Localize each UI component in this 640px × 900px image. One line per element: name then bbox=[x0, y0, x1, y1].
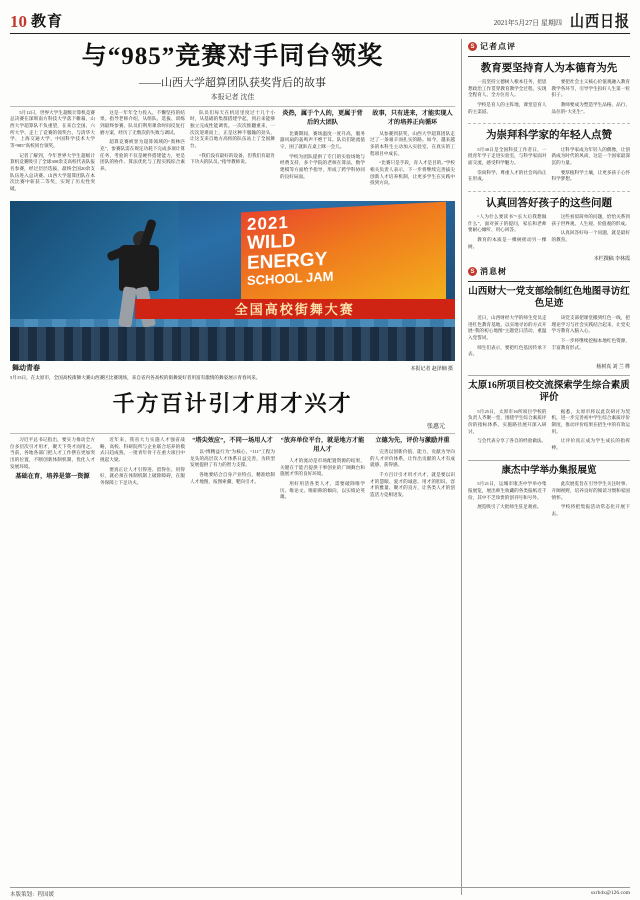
item-title: 山西财大一党支部绘制红色地图寻访红色足迹 bbox=[468, 287, 630, 310]
item-credit: 杨树真 刘 兰 桦 bbox=[596, 364, 630, 370]
article-column bbox=[370, 110, 455, 196]
paragraph: 据悉，太原市将以此次研讨为契机，进一步完善初中学生综合素质评价制度，推动评价结果在招生中的有效运用。 bbox=[551, 408, 630, 434]
paragraph: 以“博精益行为”为核心，“111”工程为龙头的高层次人才体系日益完善，为转型发展提供了有力的智力支撑。 bbox=[190, 449, 275, 468]
paragraph: 让评价真正成为学生成长的指挥棒。 bbox=[551, 438, 630, 450]
paragraph: 记者了解到，今年世界大学生超级计算机竞赛吸引了全球300余支高校代表队报名参赛，经过层层选拔，最终全国20余支队伍进入总决赛。山西大学超算团队在本次比赛中斩获二等奖，实现了历史性突破。 bbox=[10, 152, 95, 191]
paragraph: 人才的流动是市场配置资源的结果，关键在于能否提供干事创业的广阔舞台和施展才华的良好环境。 bbox=[280, 458, 365, 477]
lead-byline: 本报记者 沈佳 bbox=[210, 92, 255, 101]
paragraph: 下一步将继续挖掘本地红色资源，丰富教育形式。 bbox=[551, 337, 630, 350]
lead-article-columns bbox=[10, 110, 455, 196]
flag-label: 记者点评 bbox=[480, 42, 516, 51]
section-name: 教育 bbox=[31, 14, 64, 30]
paragraph: “比赛只是手段，育人才是目的。”学校相关负责人表示，下一步将继续完善拔尖创新人才培养机制，让更多学生在实践中找到方向。 bbox=[370, 160, 455, 186]
subheading: 基础在育，培养是第一资源 bbox=[15, 473, 90, 481]
divider bbox=[10, 433, 455, 434]
article-column bbox=[10, 110, 95, 196]
photo-caption: 舞动青春 bbox=[12, 363, 40, 372]
paragraph: 用好用活各类人才，需要破除唯学历、唯论文、唯职称的倾向，以实绩论英雄。 bbox=[280, 480, 365, 500]
article-column bbox=[10, 437, 95, 504]
item-columns bbox=[468, 214, 630, 253]
paragraph: 让科学家成为年轻人的偶像，让创新成为时代的风尚，这是一个国家最深沉的力量。 bbox=[551, 146, 630, 165]
subheading: 炎热，属于个人的，更属于背后的大团队 bbox=[282, 109, 363, 126]
paragraph: 这些看似简单的问题，恰恰关系到孩子世界观、人生观、价值观的形成。 bbox=[551, 213, 630, 226]
right-column bbox=[462, 39, 630, 895]
right-item bbox=[468, 287, 630, 370]
masthead bbox=[10, 8, 630, 34]
item-column bbox=[552, 79, 631, 118]
paragraph: 5月30日是全国科技工作者日，一批青年学子走进实验室，与科学家面对面交流，感受科学魅力。 bbox=[468, 146, 547, 165]
item-title: 教育要坚持育人为本德育为先 bbox=[480, 63, 618, 74]
paragraph: 近年来，我省大力实施人才强省战略，高校、科研院所与企业联合培养的模式日趋成熟，一批青年骨干在重大项目中挑起大梁。 bbox=[100, 437, 185, 463]
flag-label: 消息树 bbox=[480, 267, 507, 277]
paragraph: 学校为团队提供了专门的实验场地与经费支持，多个学院的老师在算法、数学建模等方面给予指导，形成了跨学科协同的良好局面。 bbox=[280, 153, 365, 179]
paragraph: 5月21日，运城市康杰中学举办集报展览，展出师生收藏的各类报纸近千份，其中不乏珍贵的创刊号和号外。 bbox=[468, 481, 547, 500]
divider bbox=[468, 375, 630, 376]
paragraph: 崇尚科学、尊重人才的社会风尚正在形成。 bbox=[468, 169, 547, 182]
column-flag-commentary bbox=[468, 41, 630, 52]
right-item bbox=[468, 466, 630, 521]
item-columns bbox=[468, 481, 630, 520]
item-column bbox=[468, 79, 547, 118]
photo-caption-row bbox=[10, 363, 455, 375]
subheading: 立德为先，评价与激励并重 bbox=[375, 437, 450, 445]
item-column bbox=[552, 214, 631, 253]
paragraph: 师生们表示，要把红色基因传承下去。 bbox=[468, 344, 547, 357]
article-column bbox=[280, 110, 365, 196]
event-banner bbox=[241, 202, 446, 312]
item-columns bbox=[468, 315, 630, 361]
paragraph: 一直坚持立德树人根本任务，把思想政治工作贯穿教育教学全过程，实现全程育人、全方位育人。 bbox=[468, 79, 547, 98]
item-columns bbox=[468, 79, 630, 118]
right-item bbox=[468, 129, 630, 185]
banner-line-2: WILD bbox=[247, 230, 296, 254]
stage-red-banner: 全国高校街舞大赛 bbox=[135, 299, 455, 319]
article-column bbox=[100, 437, 185, 504]
paragraph: 5月12日，世界大学生超级计算机竞赛总决赛在深圳南方科技大学落下帷幕，山西大学超算队不负重望，在来自全国、六所大学、走上了竞赛的领奖台，与清华大学、上海交通大学、中国科学技术大学等“985”高校同台领奖。 bbox=[10, 109, 95, 149]
paper-logo: 山西日报 bbox=[570, 13, 630, 32]
item-column bbox=[552, 315, 631, 361]
divider bbox=[468, 123, 630, 124]
paragraph: 各地要结合自身产业特点，精准绘制人才地图，按图索骥，靶向引才。 bbox=[190, 472, 275, 484]
item-credit: 本栏撰稿 李林霞 bbox=[593, 257, 630, 263]
paragraph: 要真正让人才引得进、留得住、用得好，就必须在体制机制上破除障碍，在服务保障上下足功夫。 bbox=[100, 466, 185, 485]
item-title: 康杰中学举办集报展览 bbox=[501, 465, 597, 476]
item-column bbox=[552, 481, 631, 520]
lead-subheadline: ——山西大学超算团队获奖背后的故事 bbox=[139, 76, 326, 89]
divider bbox=[468, 460, 630, 461]
divider bbox=[10, 106, 455, 107]
item-title: 为崇拜科学家的年轻人点赞 bbox=[486, 130, 612, 142]
article-column bbox=[190, 437, 275, 504]
paragraph: 5月25日，太原市16所项目学校的负责人齐聚一堂，围绕学生综合素质评价的指标体系、实施路径展开深入研讨。 bbox=[468, 408, 547, 434]
paragraph: 从参赛到获奖，山西大学超算团队走过了一条艰辛而扎实的路。如今，越来越多的本科生主动加入实验室，在真实的工程项目中成长。 bbox=[370, 130, 455, 156]
flag-badge-icon: S bbox=[468, 42, 477, 51]
item-column bbox=[552, 147, 631, 186]
footer-planner: 本版策划：程国媛 bbox=[10, 892, 55, 898]
page-number: 10 bbox=[10, 12, 27, 31]
paragraph: 教师要成为塑造学生品格、品行、品位的“大先生”。 bbox=[551, 102, 630, 114]
second-byline: 张惠元 bbox=[426, 424, 445, 431]
article-column bbox=[280, 437, 365, 504]
paragraph: 教育的本质是一棵树摇动另一棵树。 bbox=[468, 236, 547, 249]
article-column bbox=[190, 110, 275, 196]
publication-date: 2021年5月27日 星期四 bbox=[493, 19, 562, 27]
photo-note: 5月15日，在太原市，全国高校街舞大赛山西赛区比赛现场，来自省内各高校的街舞爱好者用富有激情的舞姿展示青春风采。 bbox=[10, 374, 261, 380]
paragraph: 学校将把集报活动常态化开展下去。 bbox=[551, 504, 630, 517]
banner-line-3: ENERGY bbox=[247, 248, 328, 274]
dancer-leg-left bbox=[118, 286, 136, 327]
item-title: 太原16所项目校交流探索学生综合素质评价 bbox=[468, 380, 630, 403]
paragraph: 此次展览旨在引导学生关注时事、开阔视野，培养良好的阅读习惯和家国情怀。 bbox=[551, 481, 630, 500]
photo-credit: 本报记者 赵泽楠 摄 bbox=[410, 366, 453, 372]
second-article-columns bbox=[10, 437, 455, 504]
divider bbox=[468, 191, 630, 192]
paragraph: “我们没有最好的设备，但我们有最肯下功夫的队员。”指导教师说。 bbox=[190, 152, 275, 165]
right-item bbox=[468, 381, 630, 455]
page-body bbox=[10, 39, 630, 895]
item-column bbox=[468, 147, 547, 186]
right-item bbox=[468, 62, 630, 118]
left-column bbox=[10, 39, 462, 895]
paragraph: 完善以创新价值、能力、贡献为导向的人才评价体系，让作出贡献的人才有成就感、获得感。 bbox=[370, 449, 455, 468]
item-column bbox=[468, 409, 547, 455]
item-columns bbox=[468, 409, 630, 455]
article-column bbox=[370, 437, 455, 504]
item-title: 认真回答好孩子的这些问题 bbox=[486, 197, 612, 209]
flag-badge-icon: S bbox=[468, 267, 477, 276]
paragraph: 近日，山西财经大学的师生党员走进红色教育基地，以实地寻访的方式开展“我的初心地图”主题党日活动，重温入党誓词。 bbox=[468, 314, 547, 340]
footer-email: sxrb4x@126.com bbox=[590, 890, 630, 896]
item-column bbox=[468, 315, 547, 361]
paragraph: 这是一年年全力投入、不懈坚持的结果。指导老师介绍，从组队、选拔、训练到最终参赛，队员们利用课余时间反复打磨方案，经历了无数次的失败与调试。 bbox=[100, 109, 185, 135]
column-flag-news bbox=[468, 266, 630, 277]
paragraph: 比赛期间，赛场温度一度升高，服务器风扇的轰鸣声不绝于耳。队员们轮流值守，困了就趴在桌上眯一会儿。 bbox=[280, 130, 365, 150]
lead-headline: 与“985”竞赛对手同台领奖 bbox=[81, 43, 384, 70]
subheading: “塔尖效应”，不同一场用人才 bbox=[192, 437, 273, 445]
paragraph: 展览吸引了大批师生驻足观看。 bbox=[477, 504, 542, 510]
item-columns bbox=[468, 147, 630, 186]
paragraph: 学校是育人的主阵地，课堂是育人的主渠道。 bbox=[468, 102, 547, 114]
paragraph: “人为什么要读书”“长大后我想做什么”，面对孩子的提问，家长和老师要耐心倾听、用心回答。 bbox=[468, 213, 547, 233]
paragraph: 要把社会主义核心价值观融入教育教学各环节，引导学生扣好人生第一粒扣子。 bbox=[551, 79, 630, 98]
paragraph: 习近平总书记指出，要实力推动全方位多层次引才用才，聚天下英才而用之。当前，各地各部门把人才工作摆在更加突出的位置，不断创新体制机制，优化人才发展环境。 bbox=[10, 437, 95, 469]
paragraph: 超算竞赛被誉为超算领域的“奥林匹克”，参赛队需在规定功耗下完成多项计算任务，考验的不仅是硬件搭建能力，更是团队的协作、算法优化与工程实践综合素养。 bbox=[100, 139, 185, 171]
paragraph: 队员们每天在机房里度过十几个小时，从基础的集群搭建学起，到后来能够独立完成性能调优。一次次推翻重来，一次次迎难而上，正是这种不服输的劲头，让这支来自地方高校的队伍站上了全国舞台。 bbox=[190, 109, 275, 149]
second-headline: 千方百计引才用才兴才 bbox=[112, 391, 353, 417]
item-column bbox=[468, 481, 547, 520]
lead-photo bbox=[10, 201, 455, 361]
article-column bbox=[100, 110, 185, 196]
divider bbox=[468, 56, 630, 57]
paragraph: 要厚植科学土壤，让更多孩子心怀科学梦想。 bbox=[551, 169, 630, 182]
banner-line-1: 2021 bbox=[247, 212, 290, 235]
paragraph: 千方百计引才用才兴才，就是要以识才的慧眼、爱才的诚意、用才的胆识、容才的雅量、聚才的良方，让各类人才的创造活力竞相迸发。 bbox=[370, 472, 455, 497]
banner-line-4: SCHOOL JAM bbox=[247, 268, 334, 288]
subheading: 故事，只有进来，才能实现人才的培养正向循环 bbox=[372, 109, 453, 126]
subheading: “放弃单位平台，就是地方才能用人才 bbox=[280, 437, 365, 454]
divider bbox=[468, 281, 630, 282]
audience-row bbox=[10, 327, 455, 361]
paragraph: 与会代表分享了各自的经验做法。 bbox=[477, 438, 547, 444]
item-column bbox=[468, 214, 547, 253]
paragraph: 认真回答好每一个问题，就是最好的教育。 bbox=[551, 230, 630, 242]
item-column bbox=[552, 409, 631, 455]
paragraph: 该党支部把课堂搬到红色一线，把理论学习与社会实践结合起来，让党史学习教育入脑入心。 bbox=[551, 314, 630, 334]
page-footer bbox=[10, 887, 630, 898]
right-item bbox=[468, 197, 630, 262]
